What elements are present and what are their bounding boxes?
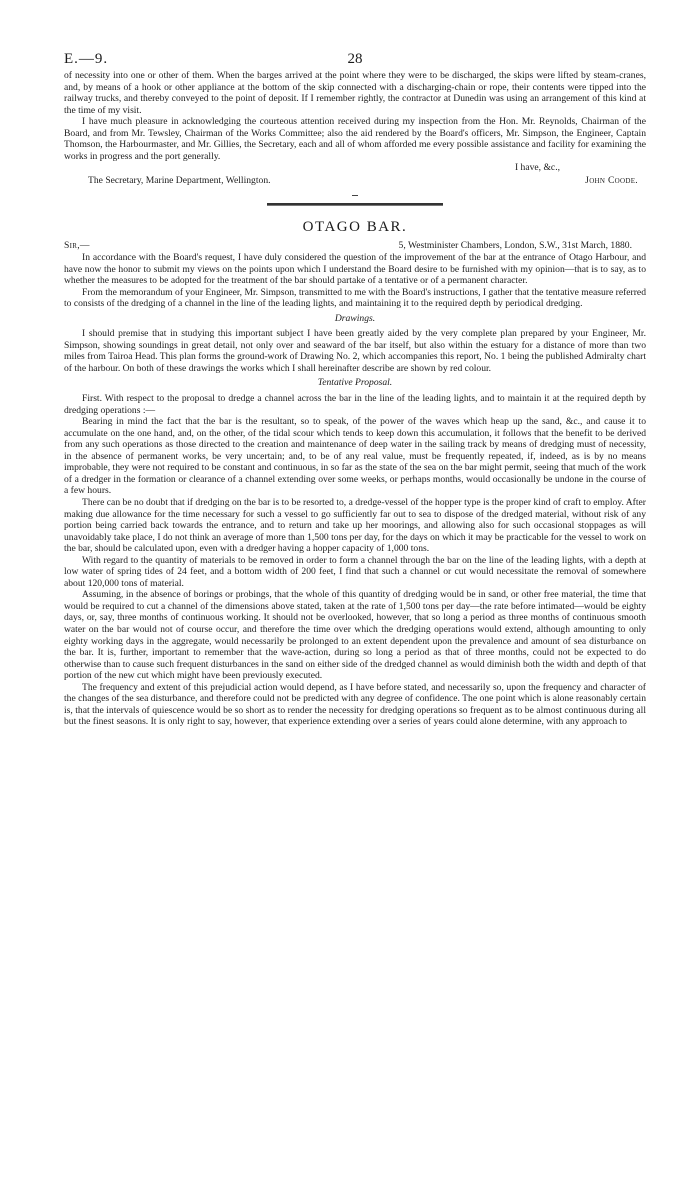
paragraph: First. With respect to the proposal to dredge a channel across the bar in the line of the leading lights, and to maintain it at the required depth by dredging operations :— xyxy=(64,393,646,416)
salutation: Sir,— xyxy=(64,240,90,252)
paragraph: There can be no doubt that if dredging on the bar is to be resorted to, a dredge-vessel of the hopper type is the proper kind of craft to employ. After making due allowance for the time necessary for such a vessel to go sufficiently far out to sea to dispose of the dredged material, without risk of any portion being carried back towards the entrance, and to return and take up her moorings, and allowing also for such occasional stoppages as will unavoidably take place, I do not think an average of more than 1,500 tons per day, for the days on which it may be practicable for the vessel to work on the bar, should be calculated upon, even with a dredger having a hopper capacity of 1,000 tons. xyxy=(64,496,646,555)
paragraph: Assuming, in the absence of borings or probings, that the whole of this quantity of dredging would be in sand, or other free material, the time that would be required to cut a channel of the dimensions above stated, taken at the rate of 1,500 tons per day—the rate before intimated—would be eighty days, or, say, three months of continuous working. It should not be overlooked, however, that so long a period as three months of continuous smooth water on the bar would not of course occur, and therefore the time over which the dredging operations would extend, although amounting to only eighty working days in the aggregate, would necessarily be prolonged to an extent dependent upon the prevalence and amount of sea disturbance on the bar. It is, further, important to remember that the wave-action, during so long a period as that of three months, could not be expected to do otherwise than to cause such frequent disturbances in the sand on either side of the dredged channel as would diminish both the width and depth of that portion of the new cut which might have been previously executed. xyxy=(64,589,646,682)
divider-rule xyxy=(267,203,443,206)
paragraph: I should premise that in studying this important subject I have been greatly aided by the very complete plan prepared by your Engineer, Mr. Simpson, showing soundings in great detail, not only over and seaward of the bar itself, but also within the estuary for a distance of more than two miles from Tairoa Head. This plan forms the ground-work of Drawing No. 2, which accompanies this report, No. 1 being the published Admiralty chart of the harbour. On both of these drawings the works which I shall hereinafter describe are shown by red colour. xyxy=(64,328,646,374)
paragraph: In accordance with the Board's request, I have duly considered the question of the improvement of the bar at the entrance of Otago Harbour, and have now the honor to submit my views on the points upon which I understand the Board desire to be furnished with my opinion—that is to say, as to whether the measures to be adopted for the treatment of the bar should partake of a tentative or of a permanent character. xyxy=(64,252,646,287)
paragraph: From the memorandum of your Engineer, Mr. Simpson, transmitted to me with the Board's instructions, I gather that the tentative measure referred to consists of the dredging of a channel in the line of the leading lights, and maintaining it to the required depth by periodical dredging. xyxy=(64,286,646,310)
paragraph: I have much pleasure in acknowledging the courteous attention received during my inspection from the Hon. Mr. Reynolds, Chairman of the Board, and from Mr. Tewsley, Chairman of the Works Committee; also the aid rendered by the Board's officers, Mr. Simpson, the Engineer, Captain Thomson, the Harbourmaster, and Mr. Gillies, the Secretary, each and all of whom afforded me every possible assistance and facility for examining the works in progress and the port generally. xyxy=(64,116,646,162)
page-header xyxy=(64,50,646,70)
report-reference: E.—9. xyxy=(64,51,109,67)
divider-ornament xyxy=(352,195,358,199)
address-date: 5, Westminister Chambers, London, S.W., 31st March, 1880. xyxy=(398,240,632,252)
letter-recipient: The Secretary, Marine Department, Wellington. xyxy=(88,174,271,186)
paragraph: Bearing in mind the fact that the bar is the resultant, so to speak, of the power of the waves which heap up the sand, &c., and cause it to accumulate on the one hand, and, on the other, of the tidal scour which tends to keep down this accumulation, it follows that the benefit to be derived from any such operations as those directed to the creation and maintenance of deep water in the sailing track by means of dredging must of necessity, in the absence of permanent works, be very uncertain; and, to be of any real value, must be frequently repeated, if, indeed, as is by no means improbable, they were not required to be constant and continuous, in so far as the state of the sea on the bar might permit, seeing that much of the work of a dredger in the formation or clearance of a channel extending over some weeks, or perhaps months, would occasionally be undone in the course of a few hours. xyxy=(64,416,646,497)
signature-row xyxy=(64,175,646,187)
paragraph: The frequency and extent of this prejudicial action would depend, as I have before stated, and necessarily so, upon the frequency and character of the changes of the sea disturbance, and therefore could not be predicted with any degree of confidence. The one point which is alone reasonably certain is, that the intervals of quiescence would be so short as to render the necessity for dredging operations so frequent as to be almost continuous during all but the finest seasons. It is only right to say, however, that experience extending over a series of years could alone determine, with any approach to xyxy=(64,681,646,728)
section-title: OTAGO BAR. xyxy=(302,219,408,236)
section-divider xyxy=(64,195,646,206)
subheading-drawings: Drawings. xyxy=(334,312,376,324)
signature: John Coode. xyxy=(585,174,638,186)
subheading-tentative-proposal: Tentative Proposal. xyxy=(317,377,393,389)
paragraph: With regard to the quantity of materials to be removed in order to form a channel through the bar on the line of the leading lights, with a depth at low water of spring tides of 24 feet, and a bottom width of 200 feet, I find that such a channel or cut would necessitate the removal of somewhere about 120,000 tons of material. xyxy=(64,554,646,589)
letter-heading xyxy=(64,240,646,252)
page-number: 28 xyxy=(347,51,363,67)
paragraph: of necessity into one or other of them. When the barges arrived at the point where they were to be discharged, the skips were lifted by steam-cranes, and, by means of a hook or other appliance at the bottom of the skip connected with a discharging-chain or rope, their contents were tipped into the railway trucks, and thereby conveyed to the point of deposit. If I remember rightly, the contractor at Dunedin was using an arrangement of this kind at the time of my visit. xyxy=(64,70,646,116)
letter-closing: I have, &c., xyxy=(514,162,560,174)
